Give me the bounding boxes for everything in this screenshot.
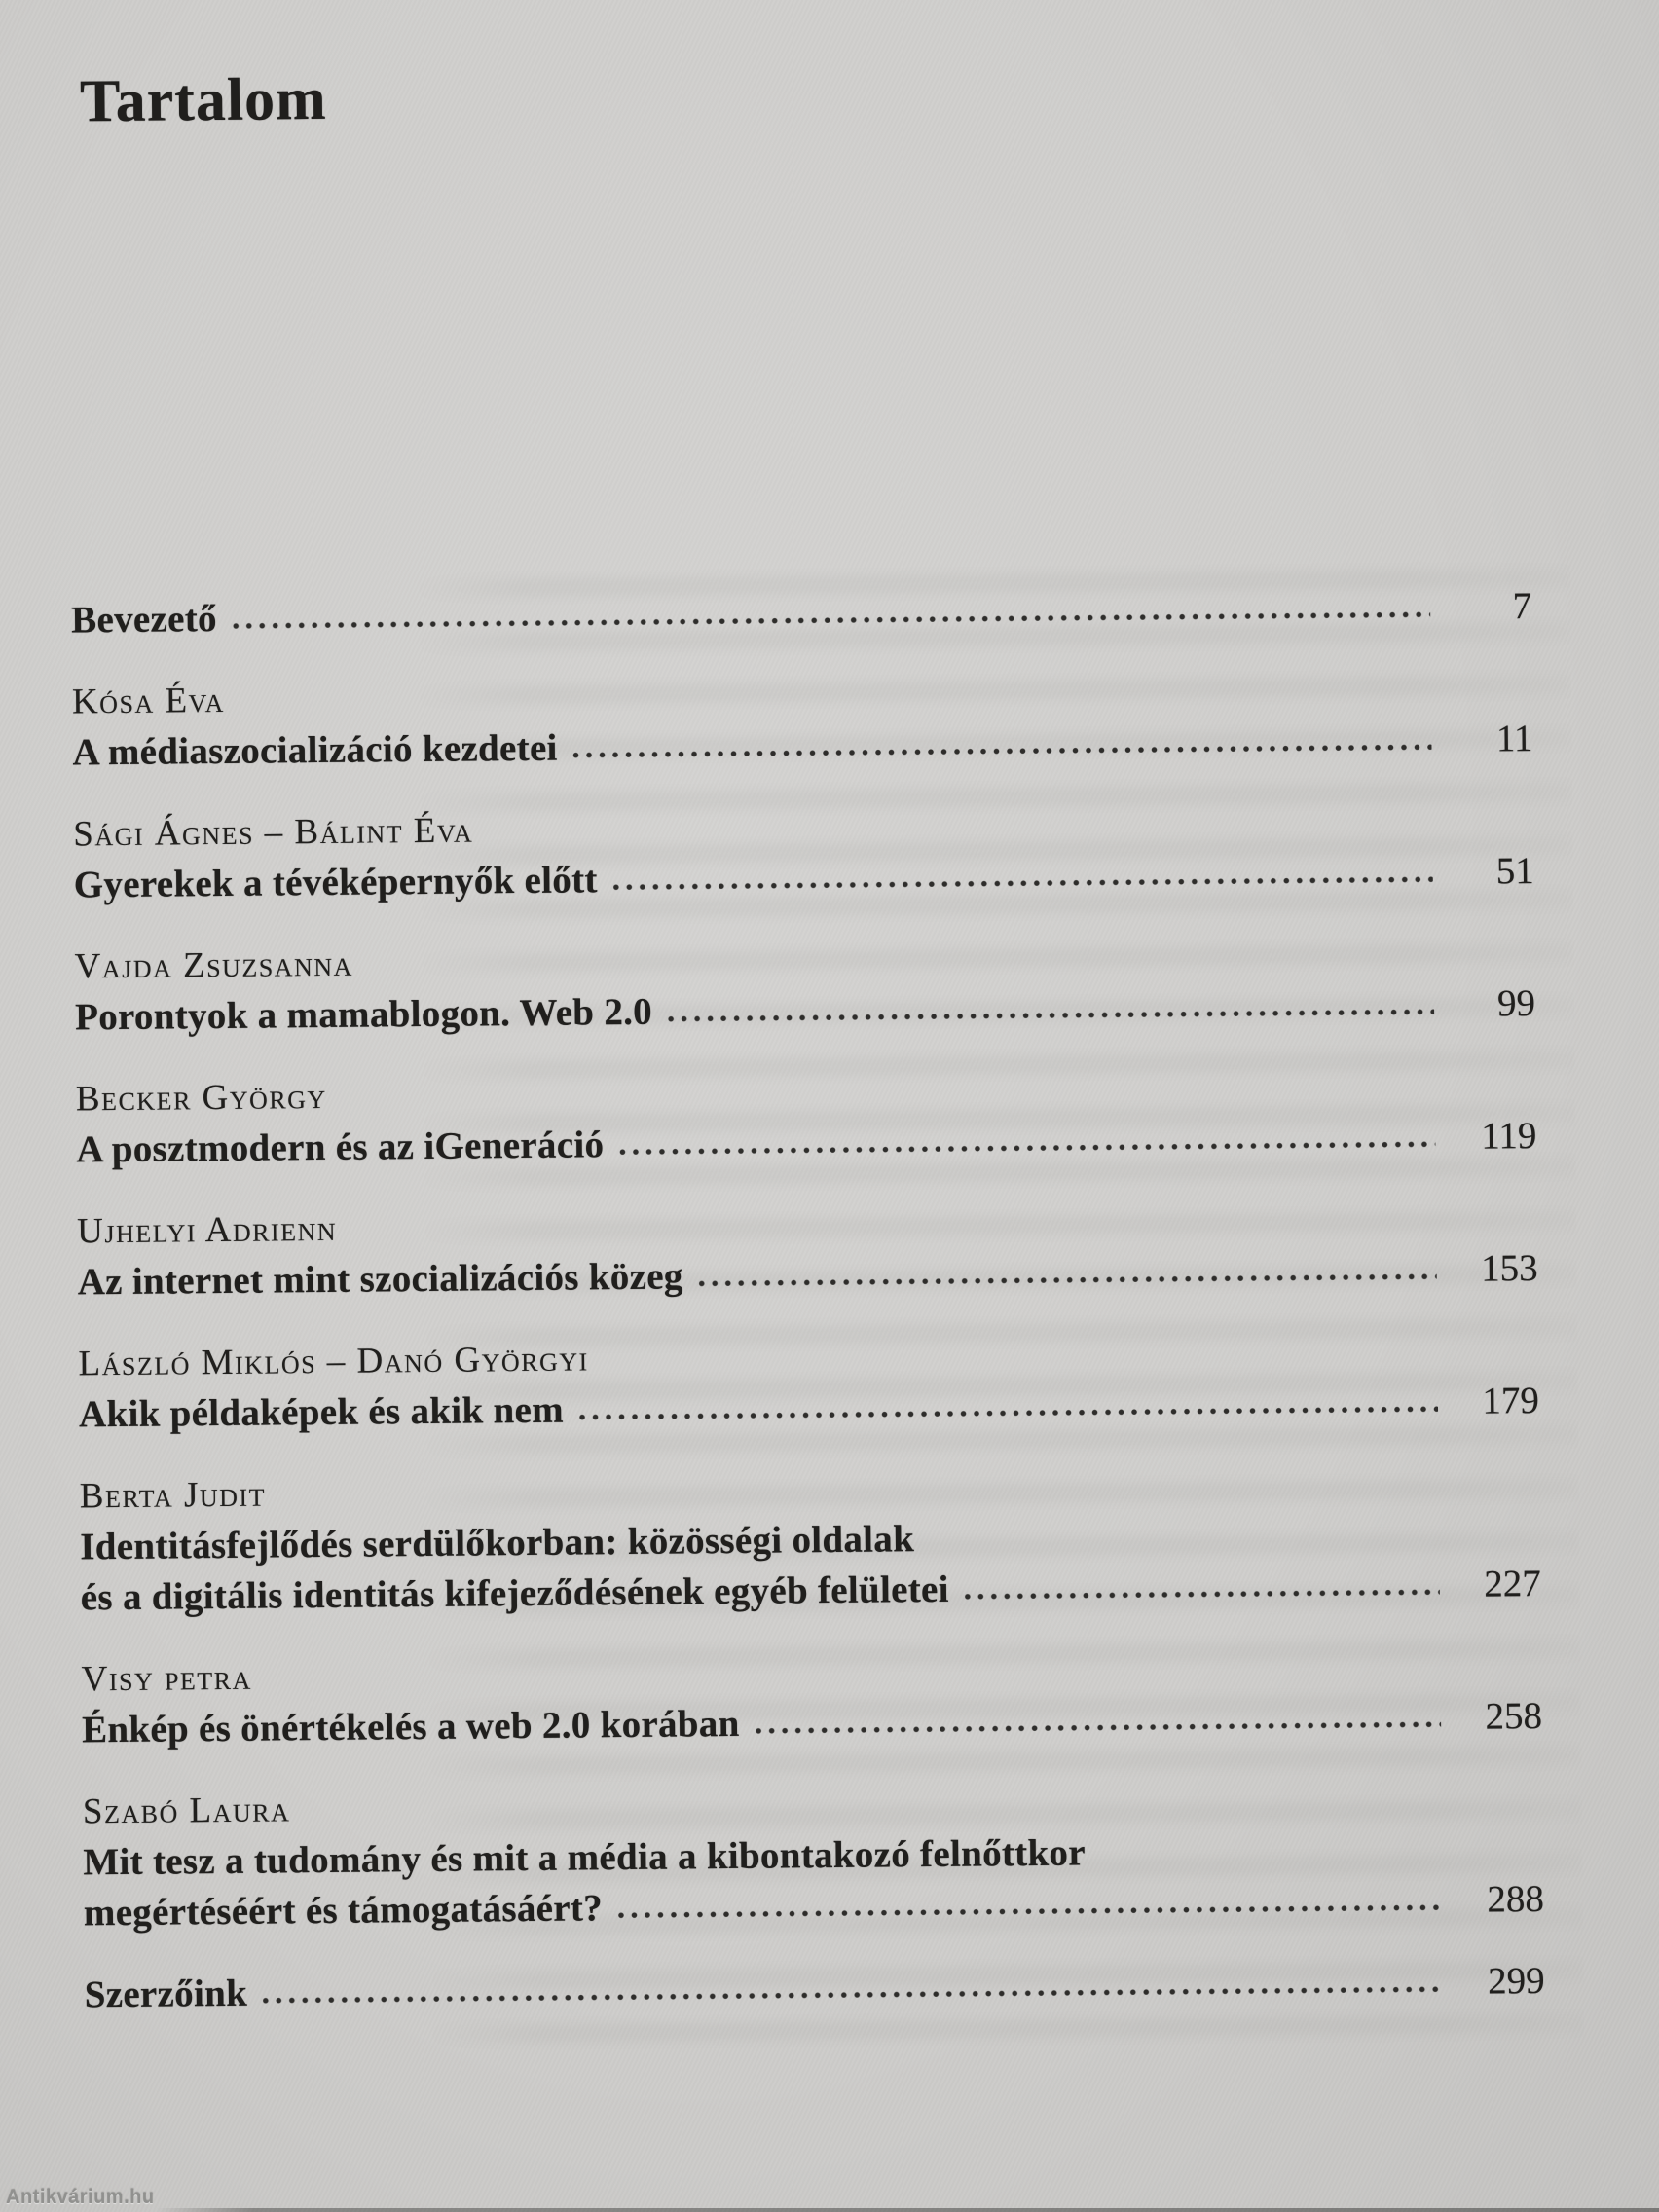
- dot-leader: [573, 742, 1432, 759]
- page-number: 179: [1482, 1380, 1540, 1422]
- page-number: 227: [1484, 1563, 1541, 1605]
- dot-leader: [699, 1272, 1437, 1288]
- chapter-title: A posztmodern és az iGeneráció: [76, 1124, 605, 1171]
- toc-entry: [73, 795, 1534, 910]
- chapter-title: Énkép és önértékelés a web 2.0 korában: [81, 1702, 740, 1751]
- toc-entry: [83, 1773, 1544, 1938]
- toc-entry: [71, 581, 1531, 645]
- dot-leader: [579, 1404, 1438, 1421]
- chapter-title: Identitásfejlődés serdülőkorban: közösségi oldalak: [80, 1518, 915, 1568]
- author-name: Kósa Éva: [71, 680, 225, 722]
- chapter-title: Porontyok a mamablogon. Web 2.0: [74, 990, 653, 1039]
- page-number: 153: [1480, 1247, 1538, 1290]
- page-number: 7: [1512, 585, 1532, 628]
- author-name: Visy petra: [81, 1657, 253, 1700]
- dot-leader: [965, 1587, 1440, 1602]
- toc-list: [71, 581, 1545, 2051]
- title-line: [71, 581, 1531, 645]
- page-number: 11: [1495, 718, 1533, 760]
- chapter-title: A médiaszocializáció kezdetei: [72, 726, 558, 774]
- chapter-title: Az internet mint szocializációs közeg: [77, 1255, 683, 1304]
- author-name: Ujhelyi Adrienn: [77, 1208, 338, 1252]
- author-name: Becker György: [75, 1076, 327, 1120]
- toc-entry: [77, 1193, 1538, 1308]
- author-name: Szabó Laura: [82, 1789, 291, 1832]
- author-name: Vajda Zsuzsanna: [74, 943, 353, 987]
- dot-leader: [618, 1902, 1443, 1920]
- scan-bottom-edge: [0, 2208, 1659, 2212]
- page-number: 299: [1487, 1959, 1545, 2003]
- toc-entry: [72, 663, 1533, 778]
- author-name: Sági Ágnes – Bálint Éva: [73, 810, 474, 855]
- toc-entry: [80, 1457, 1541, 1623]
- dot-leader: [756, 1719, 1442, 1736]
- toc-entry: [78, 1325, 1539, 1440]
- toc-entry: [84, 1956, 1544, 2020]
- dot-leader: [263, 1984, 1444, 2006]
- toc-entry: [74, 928, 1535, 1043]
- chapter-title: Bevezető: [70, 598, 218, 642]
- page-title: Tartalom: [79, 65, 328, 135]
- title-line: [84, 1956, 1544, 2020]
- chapter-title: és a digitális identitás kifejeződésének egyéb felületei: [80, 1567, 949, 1619]
- author-name: László Miklós – Danó Györgyi: [78, 1339, 589, 1384]
- dot-leader: [668, 1007, 1434, 1024]
- page-number: 288: [1487, 1877, 1545, 1921]
- page-number: 99: [1496, 982, 1536, 1025]
- antikvarium-watermark: Antikvárium.hu: [6, 2187, 155, 2208]
- page-number: 119: [1481, 1115, 1537, 1158]
- toc-entry: [76, 1060, 1537, 1175]
- chapter-title: Gyerekek a tévéképernyők előtt: [73, 859, 598, 906]
- author-name: Berta Judit: [79, 1474, 267, 1517]
- page-number: 258: [1485, 1695, 1543, 1738]
- chapter-title: megértéséért és támogatásáért?: [83, 1887, 604, 1935]
- dot-leader: [613, 874, 1433, 892]
- dot-leader: [619, 1139, 1435, 1157]
- page-number: 51: [1495, 850, 1534, 893]
- toc-entry: [81, 1641, 1542, 1755]
- chapter-title: Akik példaképek és akik nem: [78, 1388, 565, 1436]
- dot-leader: [233, 609, 1430, 631]
- chapter-title: Mit tesz a tudomány és mit a média a kibontakozó felnőttkor: [83, 1831, 1087, 1884]
- chapter-title: Szerzőink: [84, 1972, 248, 2016]
